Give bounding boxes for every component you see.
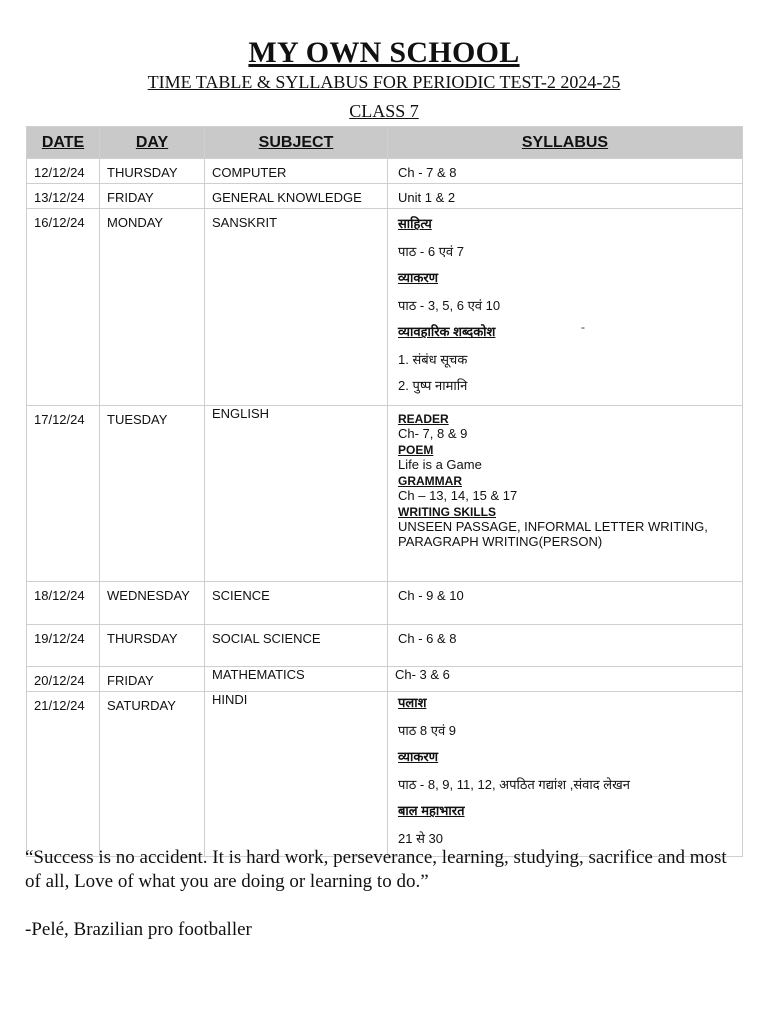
subject-cell: COMPUTER: [205, 159, 388, 184]
table-row: [27, 406, 743, 582]
table-row: [27, 667, 743, 692]
class-label: CLASS 7: [349, 101, 419, 121]
date-cell: 19/12/24: [27, 625, 100, 667]
subject-cell: SCIENCE: [205, 582, 388, 625]
day-cell: TUESDAY: [100, 406, 205, 582]
day-cell: FRIDAY: [100, 184, 205, 209]
syllabus-section-heading: READER: [398, 412, 449, 426]
syllabus-cell: Ch - 9 & 10: [388, 582, 743, 625]
day-cell: FRIDAY: [100, 667, 205, 692]
date-cell: 12/12/24: [27, 159, 100, 184]
syllabus-cell: Ch- 3 & 6: [388, 667, 743, 692]
date-cell: 16/12/24: [27, 209, 100, 406]
quote-text: “Success is no accident. It is hard work, perseverance, learning, studying, sacrifice and most of all, Love of what you are doing or learning to do.”: [25, 847, 727, 892]
syllabus-section-heading: बाल महाभारत: [398, 803, 465, 818]
syllabus-line: Ch- 7, 8 & 9: [398, 426, 468, 441]
syllabus-cell: [388, 692, 743, 857]
quote-author: -Pelé, Brazilian pro footballer: [25, 919, 252, 940]
date-cell: 17/12/24: [27, 406, 100, 582]
syllabus-line: 2. पुष्प नामानि: [398, 378, 468, 393]
subject-cell: MATHEMATICS: [205, 667, 388, 692]
syllabus-cell: [388, 406, 743, 582]
syllabus-line: 21 से 30: [398, 831, 443, 846]
syllabus-cell: Ch - 7 & 8: [388, 159, 743, 184]
syllabus-line: Life is a Game: [398, 457, 482, 472]
table-row: [27, 692, 743, 857]
day-cell: THURSDAY: [100, 625, 205, 667]
column-header-date: DATE: [27, 127, 100, 159]
table-row: [27, 159, 743, 184]
syllabus-cell: [388, 209, 743, 406]
syllabus-line: पाठ - 8, 9, 11, 12, अपठित गद्यांश ,संवाद लेखन: [398, 777, 630, 792]
syllabus-section-heading: WRITING SKILLS: [398, 505, 496, 519]
day-cell: THURSDAY: [100, 159, 205, 184]
subject-cell: HINDI: [205, 692, 388, 857]
stray-dash-mark: -: [581, 320, 585, 334]
page-subtitle: TIME TABLE & SYLLABUS FOR PERIODIC TEST-2 2024-25: [147, 72, 621, 92]
table-row: [27, 582, 743, 625]
syllabus-cell: Ch - 6 & 8: [388, 625, 743, 667]
column-header-syllabus: SYLLABUS: [388, 127, 743, 159]
table-row: [27, 625, 743, 667]
subject-cell: SOCIAL SCIENCE: [205, 625, 388, 667]
syllabus-line: Ch – 13, 14, 15 & 17: [398, 488, 518, 503]
syllabus-cell: Unit 1 & 2: [388, 184, 743, 209]
syllabus-section-heading: साहित्य: [398, 216, 432, 231]
syllabus-section-heading: व्याकरण: [398, 270, 439, 285]
syllabus-section-heading: पलाश: [398, 695, 427, 710]
table-row: [27, 209, 743, 406]
school-title: MY OWN SCHOOL: [248, 36, 520, 69]
syllabus-line: पाठ 8 एवं 9: [398, 723, 457, 738]
subject-cell: GENERAL KNOWLEDGE: [205, 184, 388, 209]
date-cell: 20/12/24: [27, 667, 100, 692]
syllabus-line: पाठ - 6 एवं 7: [398, 244, 464, 259]
syllabus-line: 1. संबंध सूचक: [398, 352, 468, 367]
day-cell: WEDNESDAY: [100, 582, 205, 625]
table-row: [27, 184, 743, 209]
date-cell: 18/12/24: [27, 582, 100, 625]
column-header-subject: SUBJECT: [205, 127, 388, 159]
subject-cell: ENGLISH: [205, 406, 388, 582]
table-header-row: [27, 127, 743, 159]
column-header-day: DAY: [100, 127, 205, 159]
day-cell: SATURDAY: [100, 692, 205, 857]
syllabus-line: पाठ - 3, 5, 6 एवं 10: [398, 298, 501, 313]
syllabus-section-heading: व्यावहारिक शब्दकोश: [398, 324, 496, 339]
subject-cell: SANSKRIT: [205, 209, 388, 406]
syllabus-section-heading: POEM: [398, 443, 434, 457]
day-cell: MONDAY: [100, 209, 205, 406]
syllabus-section-heading: GRAMMAR: [398, 474, 462, 488]
timetable: [26, 126, 743, 857]
date-cell: 13/12/24: [27, 184, 100, 209]
syllabus-line: UNSEEN PASSAGE, INFORMAL LETTER WRITING, PARAGRAPH WRITING(PERSON): [398, 519, 708, 549]
syllabus-section-heading: व्याकरण: [398, 749, 439, 764]
date-cell: 21/12/24: [27, 692, 100, 857]
